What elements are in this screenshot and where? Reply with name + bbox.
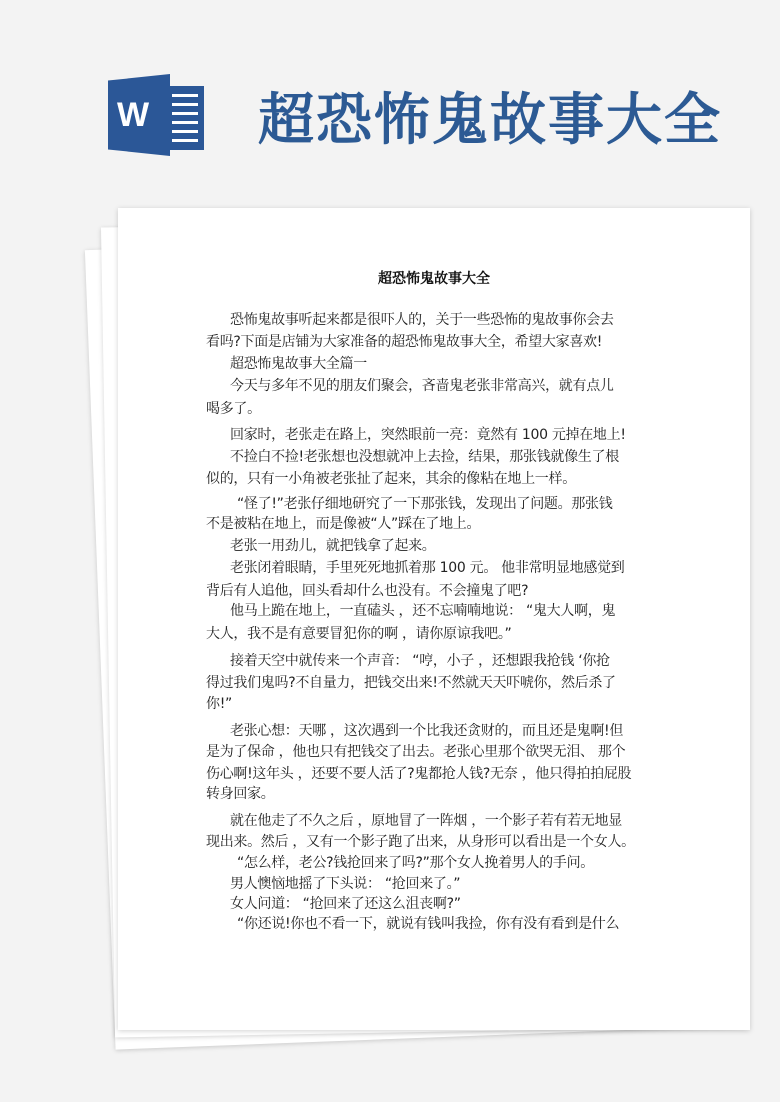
document-line: 今天与多年不见的朋友们聚会，吝啬鬼老张非常高兴，就有点儿 — [230, 378, 614, 394]
document-line: 就在他走了不久之后 ，原地冒了一阵烟 ，一个影子若有若无地显 — [230, 813, 622, 829]
document-line: 女人问道： “抢回来了还这么沮丧啊?” — [230, 896, 461, 912]
document-line: 转身回家。 — [206, 786, 275, 802]
document-line: 接着天空中就传来一个声音： “哼，小子 ，还想跟我抢钱 ‘你抢 — [230, 653, 610, 669]
document-line: 现出来。然后 ，又有一个影子跑了出来，从身形可以看出是一个女人。 — [206, 834, 635, 850]
document-line: 他马上跪在地上，一直磕头 ，还不忘喃喃地说： “鬼大人啊，鬼 — [230, 603, 616, 619]
document-line: 大人，我不是有意要冒犯你的啊 ，请你原谅我吧。” — [206, 626, 512, 642]
document-line: 得过我们鬼吗?不自量力，把钱交出来!不然就天天吓唬你，然后杀了 — [206, 675, 616, 691]
document-line: “怪了!”老张仔细地研究了一下那张钱，发现出了问题。那张钱 — [237, 496, 613, 512]
document-line: 背后有人追他，回头看却什么也没有。不会撞鬼了吧? — [206, 583, 529, 599]
document-title: 超恐怖鬼故事大全 — [378, 271, 490, 287]
document-line: 不捡白不捡!老张想也没想就冲上去捡，结果，那张钱就像生了根 — [230, 449, 619, 465]
document-line: 似的，只有一小角被老张扯了起来，其余的像粘在地上一样。 — [206, 471, 576, 487]
logo-letter: W — [117, 96, 150, 134]
document-line: 伤心啊!这年头 ，还要不要人活了?鬼都抢人钱?无奈 ，他只得拍拍屁股 — [206, 766, 632, 782]
document-line: “你还说!你也不看一下，就说有钱叫我捡，你有没有看到是什么 — [237, 916, 620, 932]
document-line: 老张一用劲儿，就把钱拿了起来。 — [230, 538, 436, 554]
document-line: 恐怖鬼故事听起来都是很吓人的，关于一些恐怖的鬼故事你会去 — [230, 312, 614, 328]
document-line: 不是被粘在地上，而是像被“人”踩在了地上。 — [206, 516, 481, 532]
document-line: 男人懊恼地摇了下头说： “抢回来了。” — [230, 876, 461, 892]
document-line: “怎么样，老公?钱抢回来了吗?”那个女人挽着男人的手问。 — [237, 855, 594, 871]
document-line: 老张闭着眼睛，手里死死地抓着那 100 元。 他非常明显地感觉到 — [230, 560, 625, 576]
banner-title: 超恐怖鬼故事大全 — [258, 87, 722, 153]
document-line: 老张心想：天哪 ，这次遇到一个比我还贪财的，而且还是鬼啊!但 — [230, 723, 624, 739]
document-line: 喝多了。 — [206, 401, 261, 417]
document-line: 看吗?下面是店铺为大家准备的超恐怖鬼故事大全，希望大家喜欢! — [206, 334, 603, 350]
document-line: 超恐怖鬼故事大全篇一 — [230, 356, 367, 372]
document-line: 你!” — [206, 696, 232, 712]
document-line: 是为了保命 ，他也只有把钱交了出去。老张心里那个欲哭无泪、 那个 — [206, 744, 626, 760]
document-line: 回家时，老张走在路上，突然眼前一亮：竟然有 100 元掉在地上! — [230, 427, 626, 443]
